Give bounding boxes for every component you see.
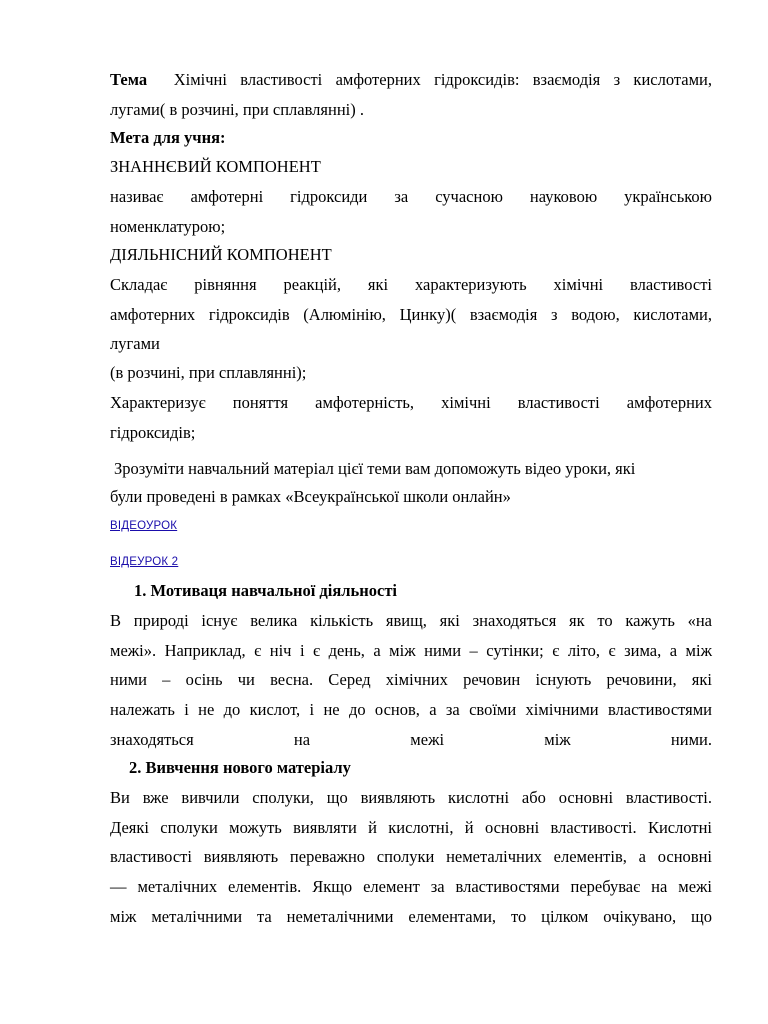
activity-heading: ДІЯЛЬНІСНИЙ КОМПОНЕНТ [110, 245, 332, 264]
section-1-line-2: межі». Наприклад, є ніч і є день, а між ними – сутінки; є літо, є зима, а між [110, 641, 712, 660]
section-1-heading: 1. Мотиваця навчальної діяльності [134, 581, 398, 600]
activity-line-6: гідроксидів; [110, 423, 196, 442]
section-2-heading: 2. Вивчення нового матеріалу [129, 758, 351, 777]
section-2-line-5: між металічними та неметалічними елементами, то цілком очікувано, що [110, 907, 712, 926]
activity-line-4: (в розчині, при сплавлянні); [110, 363, 307, 382]
activity-line-2: амфотерних гідроксидів (Алюмінію, Цинку)( взаємодія з водою, кислотами, [110, 305, 712, 324]
activity-line-1: Складає рівняння реакцій, які характеризують хімічні властивості [110, 275, 712, 294]
activity-line-5: Характеризує поняття амфотерність, хімічні властивості амфотерних [110, 393, 712, 412]
knowledge-heading: ЗНАННЄВИЙ КОМПОНЕНТ [110, 157, 321, 176]
section-1-line-1: В природі існує велика кількість явищ, які знаходяться як то кажуть «на [110, 611, 712, 630]
video-lesson-link-1[interactable]: ВІДЕОУРОК [110, 520, 178, 532]
section-1-line-5: знаходяться на межі між ними. [110, 730, 712, 749]
knowledge-line-2: номенклатурою; [110, 217, 226, 236]
video-lesson-link-2[interactable]: ВІДЕУРОК 2 [110, 556, 179, 568]
goal-heading: Мета для учня: [110, 128, 226, 147]
topic-line-2: лугами( в розчині, при сплавлянні) . [110, 100, 364, 119]
section-2-line-3: властивості виявляють переважно сполуки неметалічних елементів, а основні [110, 847, 712, 866]
activity-line-3: лугами [110, 334, 160, 353]
topic-line-1 [110, 70, 712, 90]
topic-text: Хімічні властивості амфотерних гідроксидів: взаємодія з кислотами, [173, 70, 712, 89]
section-1-line-4: належать і не до кислот, і не до основ, а за своїми хімічними властивостями [110, 700, 712, 719]
section-2-line-1: Ви вже вивчили сполуки, що виявляють кислотні або основні властивості. [110, 788, 712, 807]
topic-label: Тема [110, 70, 148, 89]
video-intro-line-1: Зрозуміти навчальний матеріал цієї теми вам допоможуть відео уроки, які [114, 459, 636, 478]
section-2-line-4: — металічних елементів. Якщо елемент за властивостями перебуває на межі [110, 877, 712, 896]
section-2-line-2: Деякі сполуки можуть виявляти й кислотні, й основні властивості. Кислотні [110, 818, 712, 837]
section-1-line-3: ними – осінь чи весна. Серед хімічних речовин існують речовини, які [110, 670, 712, 689]
video-intro-line-2: були проведені в рамках «Всеукраїнської школи онлайн» [110, 487, 511, 506]
knowledge-line-1: називає амфотерні гідроксиди за сучасною науковою українською [110, 187, 712, 206]
